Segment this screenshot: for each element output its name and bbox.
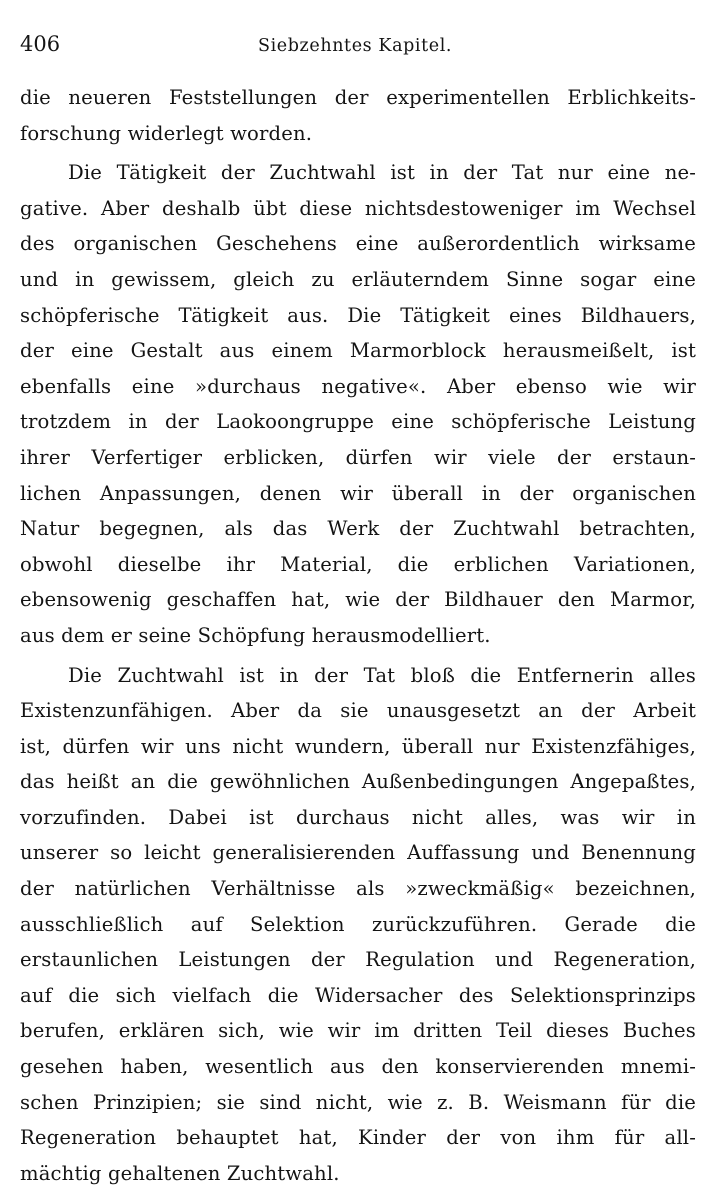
text-line: berufen, erklären sich, wie wir im dritten Teil dieses Buches [20,1019,696,1043]
text-line: ihrer Verfertiger erblicken, dürfen wir viele der erstaun- [20,445,696,469]
text-line: ebensowenig geschaffen hat, wie der Bildhauer den Marmor, [20,588,696,612]
text-line: Existenzunfähigen. Aber da sie unausgesetzt an der Arbeit [20,699,696,723]
text-line: die neueren Feststellungen der experimentellen Erblichkeits- [20,86,696,109]
text-line: trotzdem in der Laokoongruppe eine schöpferische Leistung [20,410,696,434]
text-line: der eine Gestalt aus einem Marmorblock herausmeißelt, ist [20,339,696,363]
text-line: ebenfalls eine »durchaus negative«. Aber ebenso wie wir [20,374,696,398]
text-line: auf die sich vielfach die Widersacher des Selektionsprinzips [20,983,696,1007]
text-line: aus dem er seine Schöpfung herausmodelliert. [20,623,491,647]
paragraph-first-line: Die Zuchtwahl ist in der Tat bloß die Entfernerin alles [68,663,696,687]
body-text [20,80,696,1191]
text-line: mächtig gehaltenen Zuchtwahl. [20,1161,340,1185]
text-line: und in gewissem, gleich zu erläuterndem Sinne sogar eine [20,267,696,291]
text-line: ist, dürfen wir uns nicht wundern, überall nur Existenzfähiges, [20,734,696,758]
text-line: des organischen Geschehens eine außerordentlich wirksame [20,232,696,256]
page-number: 406 [20,32,61,56]
text-line: Natur begegnen, als das Werk der Zuchtwahl betrachten, [20,517,696,541]
text-line: vorzufinden. Dabei ist durchaus nicht alles, was wir in [20,805,696,829]
running-head: Siebzehntes Kapitel. [258,36,453,56]
text-line: gesehen haben, wesentlich aus den konservierenden mnemi- [20,1055,696,1079]
text-line: forschung widerlegt worden. [20,121,313,145]
text-line: schöpferische Tätigkeit aus. Die Tätigkeit eines Bildhauers, [20,303,696,327]
page-header [20,24,699,60]
text-line: das heißt an die gewöhnlichen Außenbedingungen Angepaßtes, [20,770,696,794]
text-line: ausschließlich auf Selektion zurückzuführen. Gerade die [20,912,696,936]
text-line: schen Prinzipien; sie sind nicht, wie z. B. Weismann für die [20,1090,696,1114]
text-line: gative. Aber deshalb übt diese nichtsdestoweniger im Wechsel [20,196,696,220]
text-line: unserer so leicht generalisierenden Auffassung und Benennung [20,841,696,865]
text-line: Regeneration behauptet hat, Kinder der von ihm für all- [20,1126,696,1150]
text-line: erstaunlichen Leistungen der Regulation und Regeneration, [20,948,696,972]
paragraph-first-line: Die Tätigkeit der Zuchtwahl ist in der Tat nur eine ne- [68,161,696,185]
text-line: obwohl dieselbe ihr Material, die erblichen Variationen, [20,552,696,576]
text-line: der natürlichen Verhältnisse als »zweckmäßig« bezeichnen, [20,877,696,901]
text-line: lichen Anpassungen, denen wir überall in der organischen [20,481,696,505]
